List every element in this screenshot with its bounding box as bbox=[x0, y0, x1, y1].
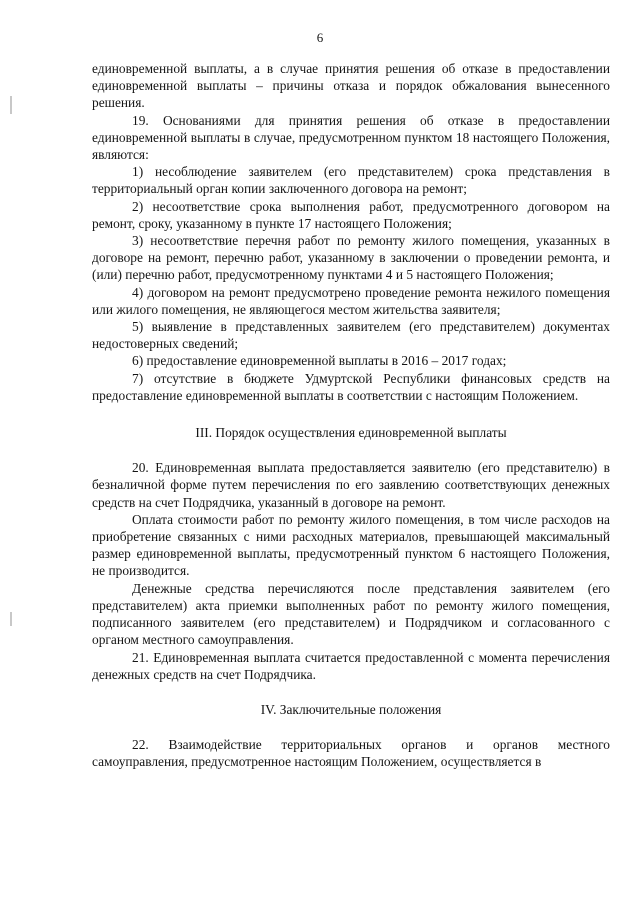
scan-edge-mark bbox=[10, 96, 12, 114]
page-number: 6 bbox=[316, 30, 324, 45]
scan-edge-mark bbox=[10, 612, 12, 626]
list-item-6: 6) предоставление единовременной выплаты в 2016 – 2017 годах; bbox=[132, 353, 507, 369]
list-item-4: 4) договором на ремонт предусмотрено проведение ремонта нежилого помещения или жилого помещения, не являющегося местом жительства заявителя; bbox=[92, 284, 610, 317]
paragraph-clause-21: 21. Единовременная выплата считается предоставленной с момента перечисления денежных средств на счет Подрядчика. bbox=[92, 649, 610, 682]
list-item-1: 1) несоблюдение заявителем (его представителем) срока представления в территориальный орган копии заключенного договора на ремонт; bbox=[92, 164, 610, 197]
list-item-7: 7) отсутствие в бюджете Удмуртской Республики финансовых средств на предоставление единовременной выплаты в соответствии с настоящим Положением. bbox=[92, 370, 610, 403]
list-item-2: 2) несоответствие срока выполнения работ, предусмотренного договором на ремонт, сроку, указанному в пункте 17 настоящего Положения; bbox=[92, 198, 610, 231]
section-heading-3: III. Порядок осуществления единовременной выплаты bbox=[195, 425, 507, 441]
paragraph-clause-20: 20. Единовременная выплата предоставляется заявителю (его представителю) в безналичной форме путем перечисления по его заявлению соответствующих денежных средств на счет Подрядчика, указанный в договоре на ремонт. bbox=[92, 460, 610, 510]
list-item-5: 5) выявление в представленных заявителем (его представителем) документах недостоверных сведений; bbox=[92, 319, 610, 352]
paragraph-continuation: единовременной выплаты, а в случае принятия решения об отказе в предоставлении единовременной выплаты – причины отказа и порядок обжалования вынесенного решения. bbox=[92, 61, 610, 111]
document-body bbox=[92, 60, 610, 771]
paragraph-funds-transfer: Денежные средства перечисляются после представления заявителем (его представителем) акта приемки выполненных работ по ремонту жилого помещения, подписанного заявителем (его представителем) и Подрядчиком и согласованного с органом местного самоуправления. bbox=[92, 580, 610, 648]
section-heading-4: IV. Заключительные положения bbox=[260, 701, 442, 717]
paragraph-payment-cost: Оплата стоимости работ по ремонту жилого помещения, в том числе расходов на приобретение связанных с ними расходных материалов, превышающей максимальный размер единовременной выплаты, предусмотренный пунктом 6 настоящего Положения, не производится. bbox=[92, 511, 610, 579]
paragraph-clause-22: 22. Взаимодействие территориальных органов и органов местного самоуправления, предусмотренное настоящим Положением, осуществляется в bbox=[92, 737, 610, 770]
list-item-3: 3) несоответствие перечня работ по ремонту жилого помещения, указанных в договоре на ремонт, перечню работ, указанному в заключении о проведении ремонта, и (или) перечню работ, предусмотренному пунктами 4 и 5 настоящего Положения; bbox=[92, 233, 610, 283]
paragraph-clause-19: 19. Основаниями для принятия решения об отказе в предоставлении единовременной выплаты в случае, предусмотренном пунктом 18 настоящего Положения, являются: bbox=[92, 112, 610, 163]
